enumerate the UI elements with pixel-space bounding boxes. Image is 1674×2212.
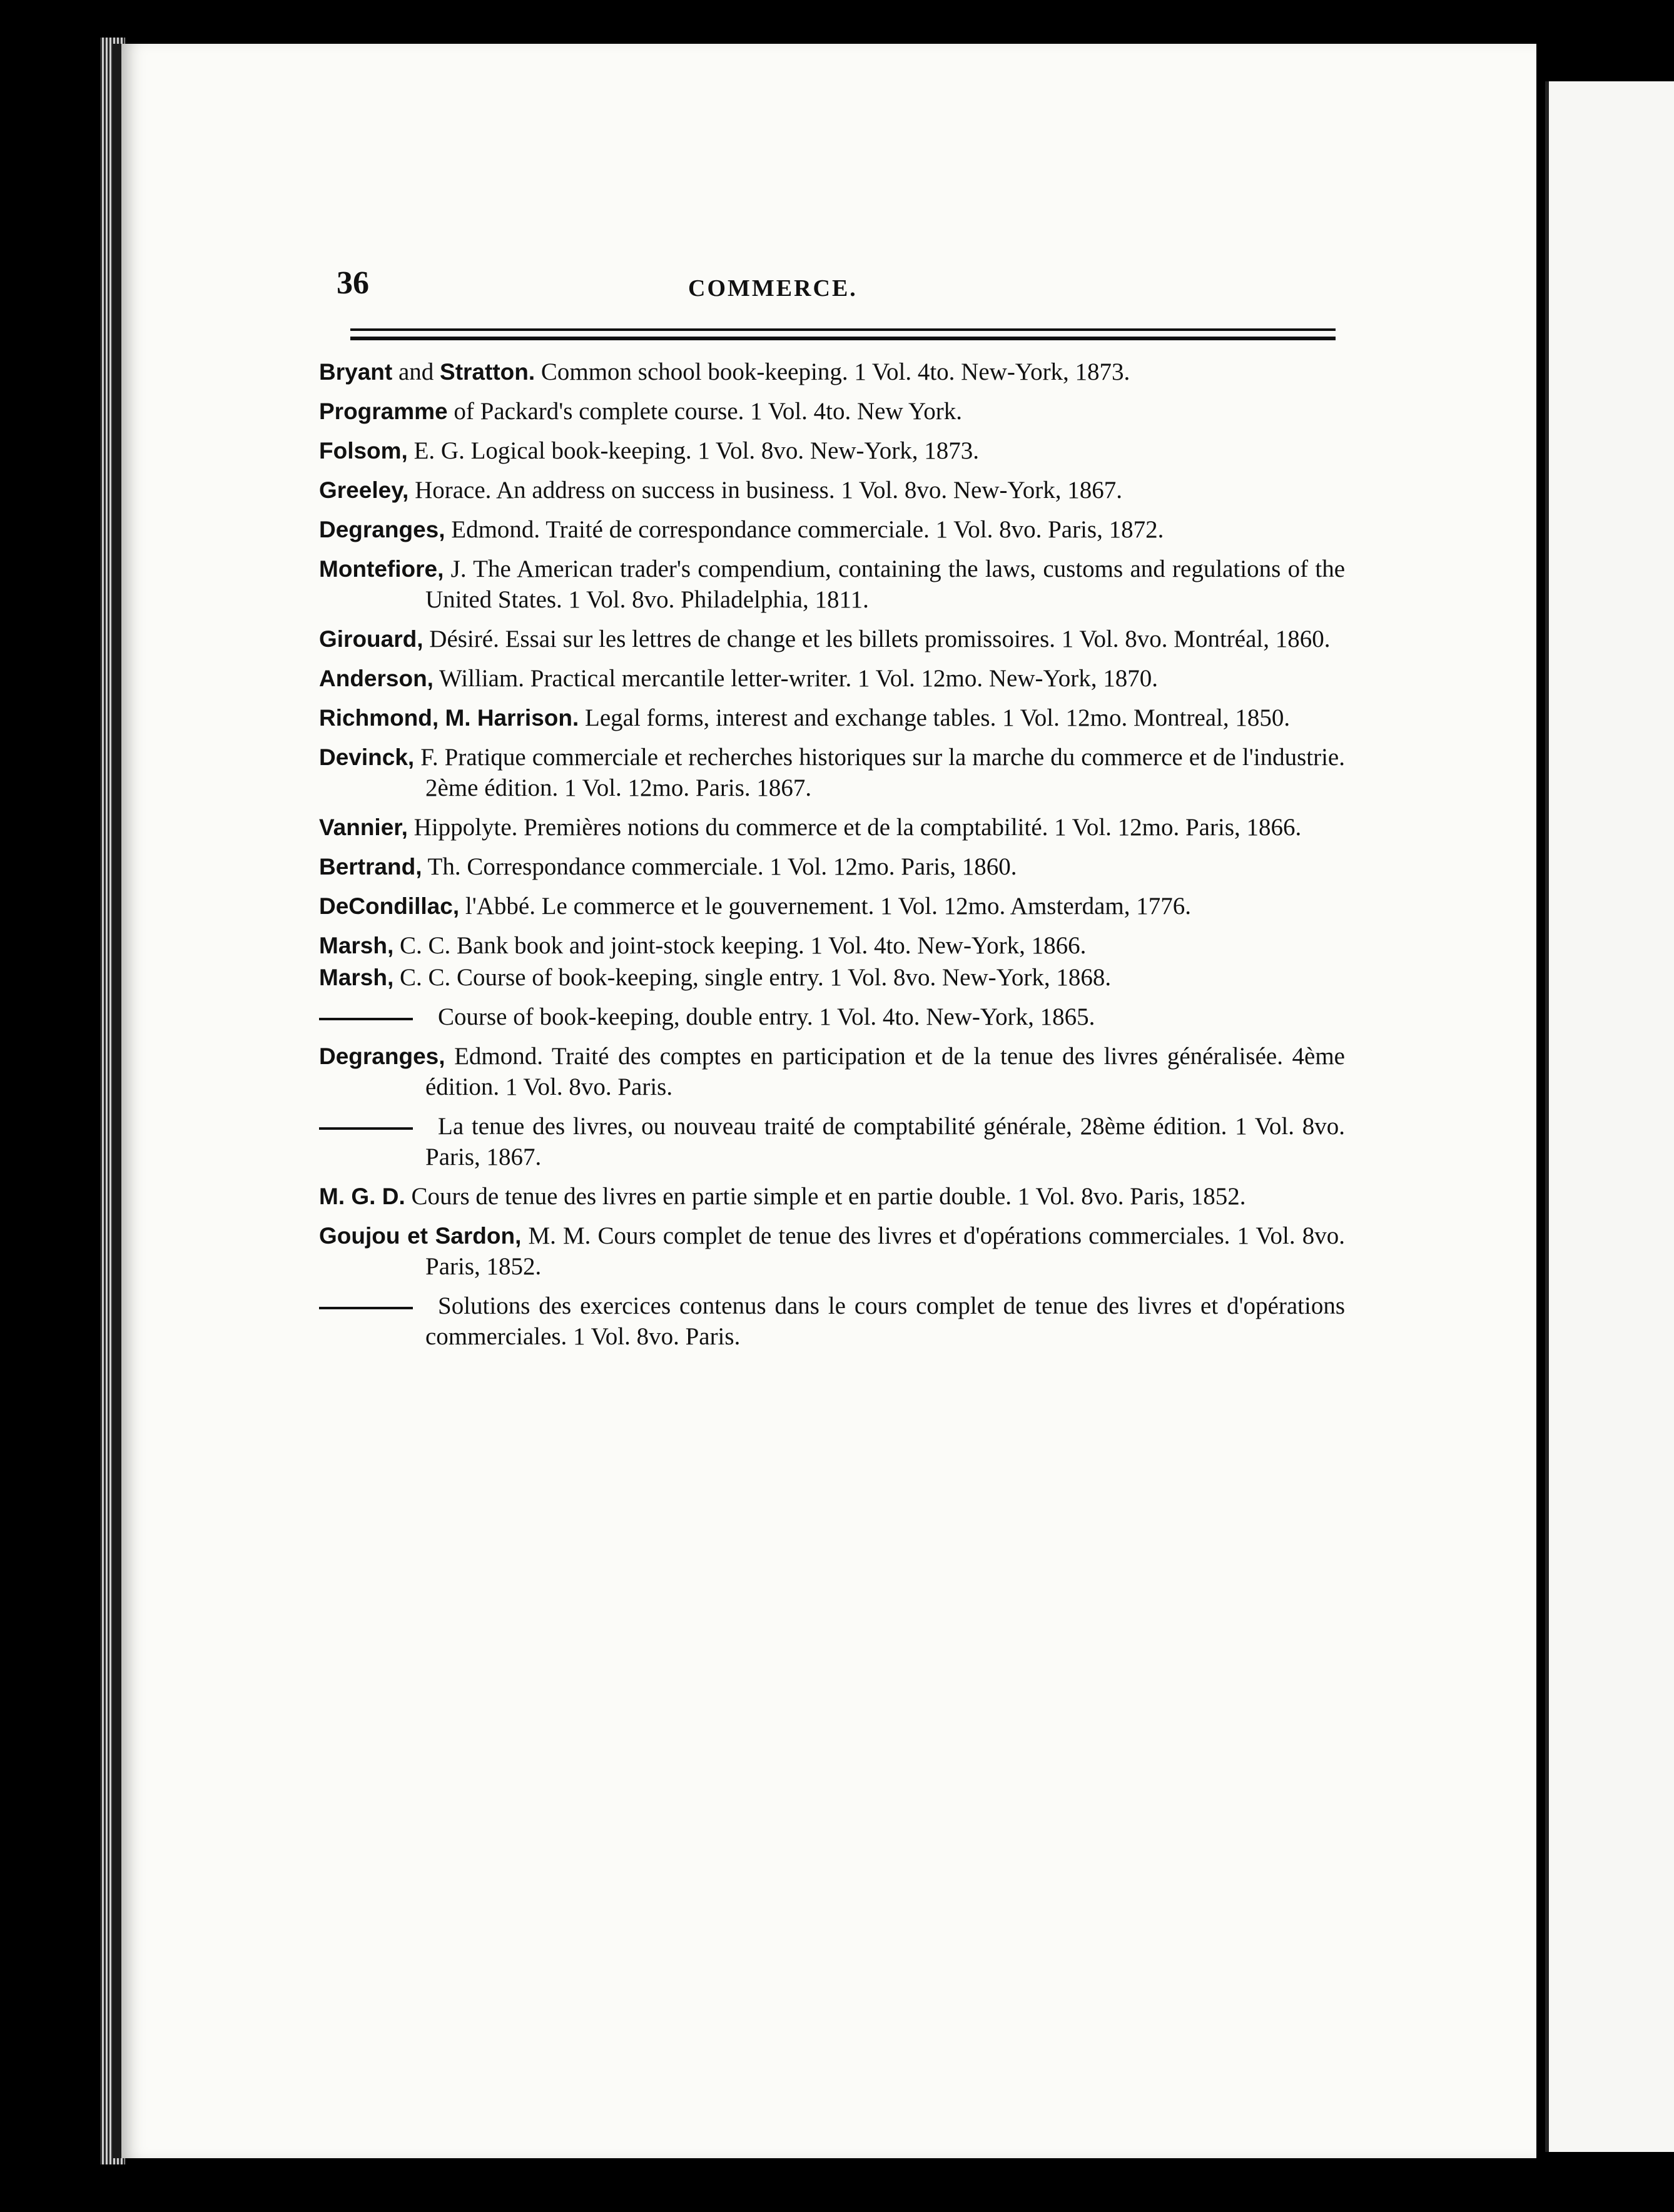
entry-text: F. Pratique commerciale et recherches historiques sur la marche du commerce et de l'industrie. 2ème édition. 1 Vol. 12mo. Paris. 1867. <box>414 744 1345 801</box>
entry-author: Stratton. <box>440 359 535 385</box>
entry-text: Edmond. Traité de correspondance commerciale. 1 Vol. 8vo. Paris, 1872. <box>445 516 1164 543</box>
entry-author: Montefiore, <box>319 556 444 582</box>
entry-text: C. C. Course of book-keeping, single entry. 1 Vol. 8vo. New-York, 1868. <box>393 964 1112 991</box>
bibliography-entry <box>319 930 1345 961</box>
entry-text: Horace. An address on success in business. 1 Vol. 8vo. New-York, 1867. <box>408 477 1122 504</box>
entry-text: J. The American trader's compendium, containing the laws, customs and regulations of the United States. 1 Vol. 8vo. Philadelphia, 1811. <box>425 556 1345 613</box>
bibliography-entry <box>319 435 1345 466</box>
header-rule-thin <box>350 328 1336 331</box>
entry-text: Solutions des exercices contenus dans le cours complet de tenue des livres et d'opérations commerciales. 1 Vol. 8vo. Paris. <box>425 1292 1345 1350</box>
entry-text: E. G. Logical book-keeping. 1 Vol. 8vo. New-York, 1873. <box>407 437 980 464</box>
bibliography-entry <box>319 475 1345 505</box>
ditto-dash <box>319 1127 413 1130</box>
running-title: COMMERCE. <box>688 275 858 302</box>
bibliography-entry <box>319 703 1345 733</box>
entry-author: Marsh, <box>319 933 394 958</box>
bibliography-entry <box>319 624 1345 654</box>
bibliography-entry <box>319 1220 1345 1282</box>
bibliography-entry <box>319 1291 1345 1352</box>
entry-author: Vannier, <box>319 814 408 840</box>
entry-author: Marsh, <box>319 965 394 990</box>
entry-author: Richmond, M. Harrison. <box>319 705 579 731</box>
entry-author: Bryant <box>319 359 393 385</box>
entry-text: Common school book-keeping. 1 Vol. 4to. New-York, 1873. <box>535 358 1130 385</box>
ditto-dash <box>319 1018 413 1020</box>
entry-author: M. G. D. <box>319 1184 405 1209</box>
entry-author: Programme <box>319 398 448 424</box>
entry-author: Folsom, <box>319 438 408 464</box>
entry-text: Désiré. Essai sur les lettres de change et les billets promissoires. 1 Vol. 8vo. Montréal, 1860. <box>423 626 1331 652</box>
entry-text: C. C. Bank book and joint-stock keeping. 1 Vol. 4to. New-York, 1866. <box>393 932 1087 959</box>
ditto-dash <box>319 1307 413 1309</box>
entry-text: Hippolyte. Premières notions du commerce et de la comptabilité. 1 Vol. 12mo. Paris, 1866. <box>407 814 1302 841</box>
bibliography-entry <box>319 663 1345 694</box>
bibliography-entry <box>319 891 1345 921</box>
entry-author: Anderson, <box>319 666 434 691</box>
entry-author: Degranges, <box>319 1043 445 1069</box>
bibliography-entry <box>319 554 1345 615</box>
entry-author: Greeley, <box>319 477 409 503</box>
entry-conjunction: and <box>392 358 440 385</box>
bibliography-entry <box>319 357 1345 387</box>
entry-text: l'Abbé. Le commerce et le gouvernement. 1 Vol. 12mo. Amsterdam, 1776. <box>459 893 1192 920</box>
bibliography-entry <box>319 851 1345 882</box>
entry-text: William. Practical mercantile letter-writer. 1 Vol. 12mo. New-York, 1870. <box>433 665 1159 692</box>
entry-author: Bertrand, <box>319 854 422 880</box>
entry-author: Degranges, <box>319 517 445 542</box>
entry-text: Legal forms, interest and exchange tables. 1 Vol. 12mo. Montreal, 1850. <box>579 704 1291 731</box>
page-header <box>0 260 1674 303</box>
bibliography-entry <box>319 742 1345 803</box>
entry-text: Edmond. Traité des comptes en participation et de la tenue des livres généralisée. 4ème édition. 1 Vol. 8vo. Paris. <box>425 1043 1345 1100</box>
entry-text: La tenue des livres, ou nouveau traité de comptabilité générale, 28ème édition. 1 Vol. 8vo. Paris, 1867. <box>425 1113 1345 1170</box>
bibliography-entry <box>319 1181 1345 1212</box>
bibliography-entry <box>319 962 1345 993</box>
bibliography-entry <box>319 1041 1345 1102</box>
header-rule-thick <box>350 337 1336 340</box>
page-number: 36 <box>337 265 369 301</box>
entry-author: Girouard, <box>319 626 424 652</box>
bibliography-list <box>319 357 1345 1361</box>
bibliography-entry <box>319 1002 1345 1032</box>
entry-author: Goujou et Sardon, <box>319 1223 522 1249</box>
entry-author: DeCondillac, <box>319 893 460 919</box>
bibliography-entry <box>319 396 1345 427</box>
facing-page <box>1545 81 1674 2152</box>
bibliography-entry <box>319 1111 1345 1172</box>
bibliography-entry <box>319 514 1345 545</box>
bibliography-entry <box>319 812 1345 843</box>
entry-author: Devinck, <box>319 744 415 770</box>
entry-text: Th. Correspondance commerciale. 1 Vol. 12mo. Paris, 1860. <box>422 853 1017 880</box>
entry-text: M. M. Cours complet de tenue des livres et d'opérations commerciales. 1 Vol. 8vo. Paris, 1852. <box>425 1222 1345 1280</box>
entry-text: Course of book-keeping, double entry. 1 Vol. 4to. New-York, 1865. <box>438 1003 1095 1030</box>
entry-text: Cours de tenue des livres en partie simple et en partie double. 1 Vol. 8vo. Paris, 1852. <box>405 1183 1246 1210</box>
entry-text: of Packard's complete course. 1 Vol. 4to. New York. <box>447 398 962 425</box>
